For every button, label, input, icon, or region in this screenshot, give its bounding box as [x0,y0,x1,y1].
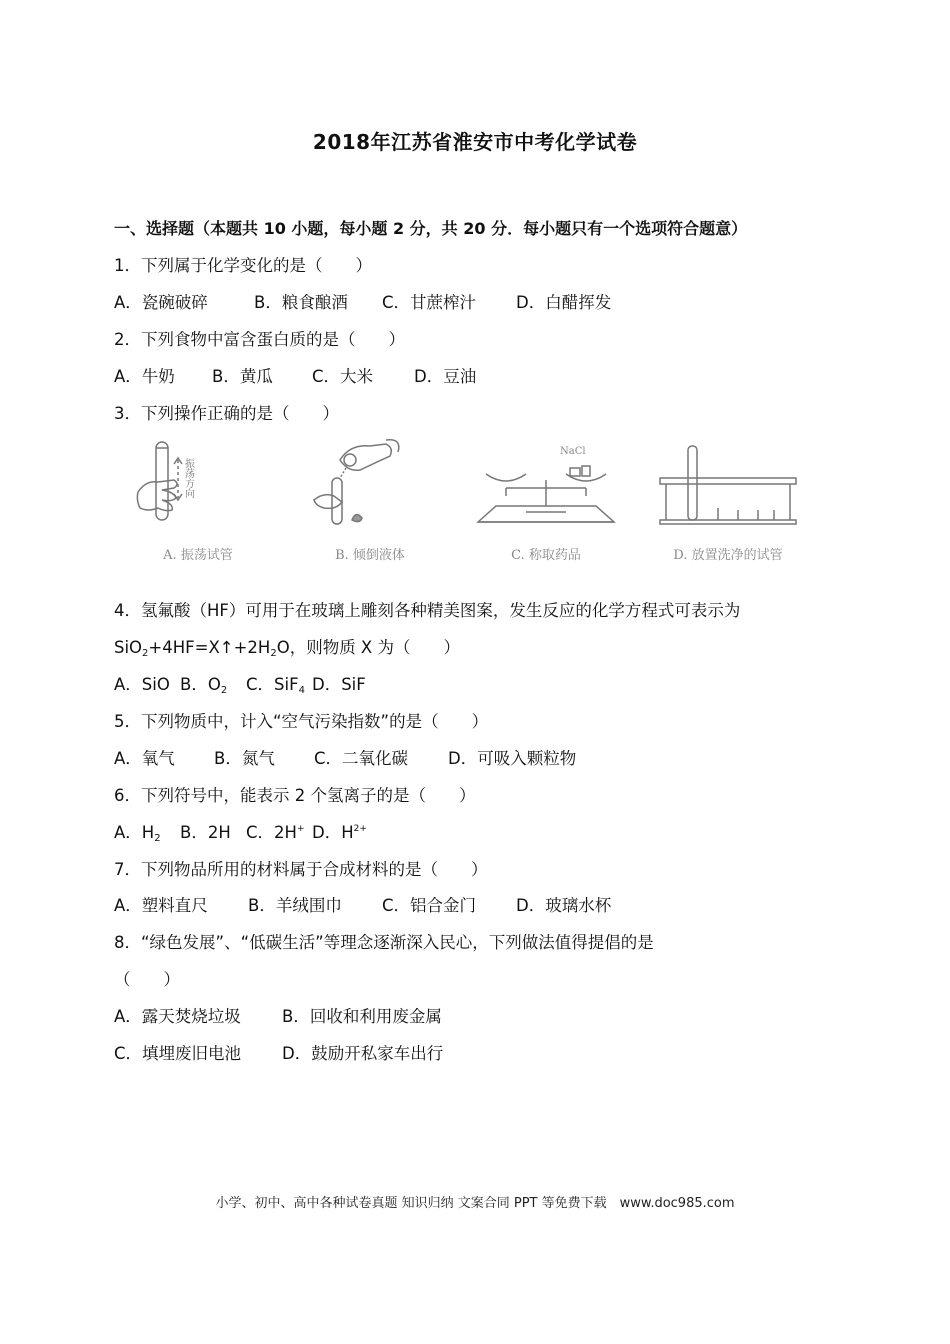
question-2-stem: 2．下列食物中富含蛋白质的是（ ） [114,330,405,349]
q4-eq-subscript: 2 [142,648,149,659]
q1-option-a: A．瓷碗破碎 [114,293,208,312]
question-5-stem: 5．下列物质中，计入“空气污染指数”的是（ ） [114,712,489,731]
tube-rack-illustration [648,430,808,540]
q2-option-d: D．豆油 [414,367,477,386]
figure-c-label: NaCl [560,446,586,457]
pour-liquid-illustration [290,430,450,540]
question-4-stem: 4．氢氟酸（HF）可用于在玻璃上雕刻各种精美图案，发生反应的化学方程式可表示为 [114,601,741,620]
q8-option-c: C．填埋废旧电池 [114,1044,242,1063]
q4-option-a: A．SiO [114,675,170,694]
q4-eq-part: +4HF=X↑+2H [148,638,271,657]
q4-eq-part: SiO [114,638,143,657]
question-1-options [114,289,611,313]
question-3-stem: 3．下列操作正确的是（ ） [114,404,339,423]
question-7-options [114,892,611,916]
figure-a-shake-tube [118,430,278,565]
page-footer: 小学、初中、高中各种试卷真题 知识归纳 文案合同 PPT 等免费下载 www.doc985.com [215,1196,735,1211]
question-8-options-row2 [114,1040,443,1064]
q7-option-c: C．铝合金门 [382,896,477,915]
page-title: 2018年江苏省淮安市中考化学试卷 [312,130,638,154]
q7-option-a: A．塑料直尺 [114,896,208,915]
q4-eq-part: O，则物质 X 为（ ） [276,638,460,657]
section-heading: 一、选择题（本题共 10 小题，每小题 2 分，共 20 分．每小题只有一个选项符合题意） [114,219,748,238]
figure-c-weigh-chemical [466,430,626,565]
q1-option-d: D．白醋挥发 [516,293,612,312]
figure-a-caption: A. 振荡试管 [163,548,233,563]
question-4-options [114,671,366,696]
q5-option-c: C．二氧化碳 [314,749,409,768]
question-8-options-row1 [114,1003,442,1027]
q4-eq-subscript: 2 [270,648,277,659]
question-8-stem-cont: （ ） [114,970,180,989]
q6-option-a: A．H2 [114,823,161,844]
q4-option-b: B．O2 [180,675,228,696]
q2-option-a: A．牛奶 [114,367,175,386]
shake-tube-illustration [118,430,278,540]
q8-option-a: A．露天焚烧垃圾 [114,1007,241,1026]
q1-option-b: B．粮食酿酒 [254,293,348,312]
q6-option-b: B．2H [180,823,231,842]
question-1-stem: 1．下列属于化学变化的是（ ） [114,256,372,275]
q4-option-d: D．SiF [312,675,366,694]
balance-illustration [466,430,626,540]
question-3-figures [118,430,838,565]
q8-option-d: D．鼓励开私家车出行 [282,1044,444,1063]
q5-option-a: A．氧气 [114,749,175,768]
q2-option-b: B．黄瓜 [212,367,273,386]
question-8-stem: 8．“绿色发展”、“低碳生活”等理念逐渐深入民心，下列做法值得提倡的是 [114,933,654,952]
q6-option-d: D．H2+ [312,823,367,842]
q5-option-b: B．氮气 [214,749,275,768]
question-6-options [114,819,367,844]
q2-option-c: C．大米 [312,367,374,386]
q7-option-d: D．玻璃水杯 [516,896,612,915]
q4-option-c: C．SiF4 [246,675,305,696]
figure-a-label-1: 振荡方向 [182,458,194,498]
question-2-options [114,363,476,387]
figure-b-pour-liquid [290,430,450,565]
question-4-equation [114,634,460,659]
figure-c-caption: C. 称取药品 [511,548,581,563]
question-6-stem: 6．下列符号中，能表示 2 个氢离子的是（ ） [114,786,476,805]
figure-d-caption: D. 放置洗净的试管 [673,548,783,563]
q8-option-b: B．回收和利用废金属 [282,1007,442,1026]
question-7-stem: 7．下列物品所用的材料属于合成材料的是（ ） [114,860,488,879]
q5-option-d: D．可吸入颗粒物 [448,749,577,768]
figure-b-caption: B. 倾倒液体 [335,548,405,563]
q1-option-c: C．甘蔗榨汁 [382,293,477,312]
q7-option-b: B．羊绒围巾 [248,896,342,915]
figure-d-place-tube [648,430,808,565]
question-5-options [114,745,576,769]
q6-option-c: C．2H+ [246,823,305,842]
